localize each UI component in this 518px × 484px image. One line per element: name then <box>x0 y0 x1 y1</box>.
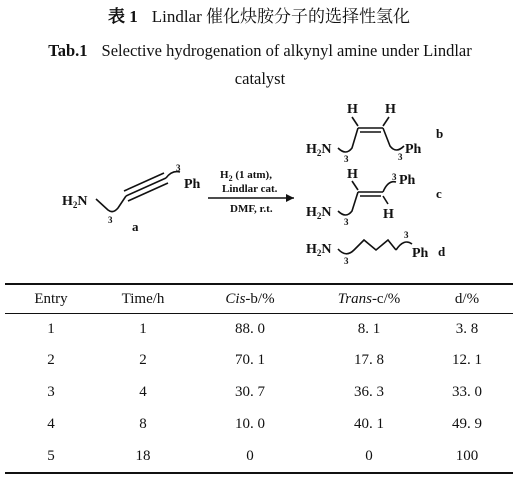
cell-entry: 2 <box>47 352 55 368</box>
cell-time: 8 <box>139 416 147 432</box>
svg-text:Lindlar cat.: Lindlar cat. <box>222 183 278 195</box>
cell-time: 4 <box>139 384 147 400</box>
svg-text:3: 3 <box>404 230 409 240</box>
reactant-a <box>62 163 201 234</box>
svg-text:H: H <box>347 167 358 182</box>
caption-number-en: Tab.1 <box>48 41 88 60</box>
svg-text:3: 3 <box>344 217 349 227</box>
header-time: Time/h <box>121 291 165 307</box>
svg-text:H: H <box>385 102 396 117</box>
svg-text:H: H <box>383 207 394 222</box>
cell-entry: 4 <box>47 416 55 432</box>
cell-d: 100 <box>455 448 479 464</box>
svg-text:H2N: $H_2N$ <box>306 205 332 221</box>
header-trans: Trans-c/% <box>337 291 401 307</box>
cell-cis: 10. 0 <box>235 416 265 432</box>
table-caption-chinese <box>0 4 518 30</box>
caption-number-cn: 表 1 <box>107 7 138 26</box>
label-d: d <box>438 244 446 259</box>
cell-cis: 0 <box>246 448 254 464</box>
svg-text:3: 3 <box>392 172 397 182</box>
cell-d: 49. 9 <box>452 416 482 432</box>
svg-text:Ph: Ph <box>399 173 416 188</box>
header-entry: Entry <box>34 291 68 307</box>
svg-text:Ph: Ph <box>412 246 429 261</box>
header-d: d/% <box>454 291 480 307</box>
header-cis: Cis-b/% <box>225 291 275 307</box>
product-d <box>306 230 446 266</box>
cell-time: 1 <box>139 321 147 337</box>
cell-cis: 88. 0 <box>235 321 265 337</box>
cell-entry: 3 <box>47 384 55 400</box>
product-c <box>306 167 442 227</box>
cell-trans: 8. 1 <box>357 321 381 337</box>
cell-d: 12. 1 <box>452 352 482 368</box>
caption-text-cn: Lindlar 催化炔胺分子的选择性氢化 <box>151 7 411 26</box>
caption-text-en: Selective hydrogenation of alkynyl amine under Lindlar catalyst <box>101 41 472 88</box>
svg-text:DMF, r.t.: DMF, r.t. <box>230 203 273 215</box>
reaction-scheme <box>0 98 518 278</box>
svg-text:H2N: $H_2N$ <box>306 242 332 258</box>
svg-text:H2N: $H_2N$ <box>306 142 332 158</box>
svg-text:3: 3 <box>398 152 403 162</box>
label-c: c <box>436 186 442 201</box>
cell-entry: 1 <box>47 321 55 337</box>
table-bottom-rule <box>5 472 513 474</box>
svg-text:H: H <box>347 102 358 117</box>
svg-text:3: 3 <box>176 163 181 173</box>
cell-entry: 5 <box>47 448 55 464</box>
cell-cis: 70. 1 <box>235 352 265 368</box>
cell-trans: 36. 3 <box>354 384 384 400</box>
cell-cis: 30. 7 <box>235 384 265 400</box>
svg-text:H2N: $H_2N$ <box>62 194 88 210</box>
table-caption-english <box>30 37 490 93</box>
cell-trans: 40. 1 <box>354 416 384 432</box>
svg-text:H2 (1 atm),: $H_2$ (1 atm), <box>220 169 272 183</box>
svg-text:Ph: Ph <box>405 142 422 157</box>
cell-trans: 17. 8 <box>354 352 384 368</box>
cell-trans: 0 <box>365 448 373 464</box>
label-b: b <box>436 126 444 141</box>
svg-text:3: 3 <box>344 256 349 266</box>
svg-text:Ph: Ph <box>184 177 201 192</box>
cell-d: 3. 8 <box>455 321 479 337</box>
cell-d: 33. 0 <box>452 384 482 400</box>
svg-text:3: 3 <box>108 215 113 225</box>
svg-text:3: 3 <box>344 154 349 164</box>
product-b <box>306 102 443 164</box>
cell-time: 18 <box>135 448 151 464</box>
label-a: a <box>132 219 139 234</box>
cell-time: 2 <box>139 352 147 368</box>
reaction-conditions <box>208 169 294 215</box>
